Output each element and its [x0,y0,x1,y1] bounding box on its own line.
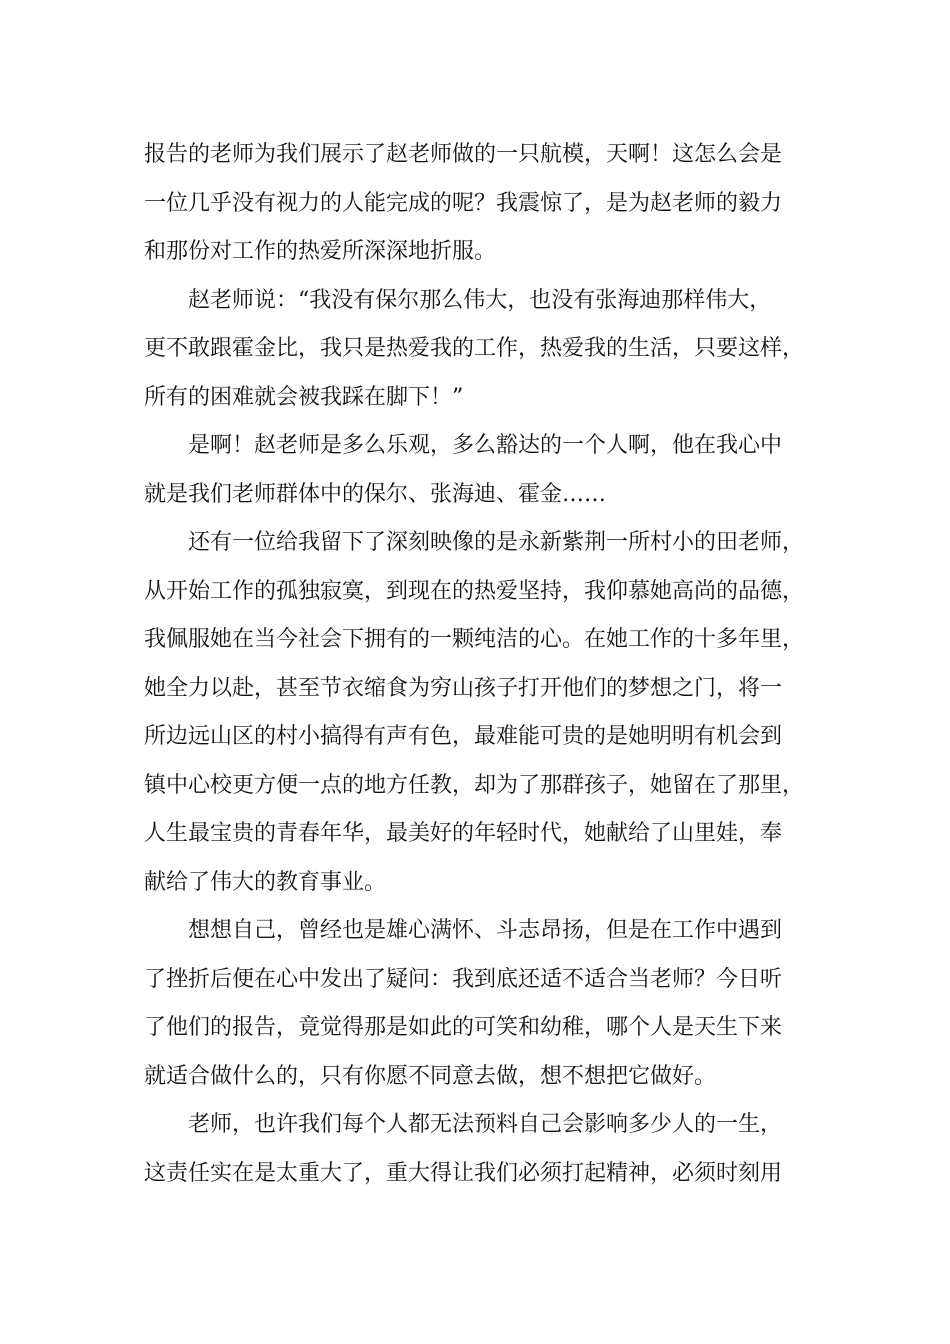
text-line: 我佩服她在当今社会下拥有的一颗纯洁的心。在她工作的十多年里， [144,627,805,652]
paragraph-5 [144,907,818,1101]
paragraph-6 [144,1101,818,1198]
text-line: 和那份对工作的热爱所深深地折服。 [144,239,497,264]
text-line: 献给了伟大的教育事业。 [144,869,387,895]
text-line: 还有一位给我留下了深刻映像的是永新紫荆一所村小的田老师， [188,530,805,555]
paragraph-3 [144,422,818,519]
text-line: 人生最宝贵的青春年华，最美好的年轻时代，她献给了山里娃，奉 [144,821,783,846]
text-line: 就适合做什么的，只有你愿不同意去做，想不想把它做好。 [144,1063,717,1089]
text-line: 这责任实在是太重大了，重大得让我们必须打起精神，必须时刻用 [144,1160,783,1186]
paragraph-2 [144,277,818,423]
text-line: 了他们的报告，竟觉得那是如此的可笑和幼稚，哪个人是天生下来 [144,1015,783,1040]
text-line: 老师，也许我们每个人都无法预料自己会影响多少人的一生， [188,1112,783,1137]
text-line: 报告的老师为我们展示了赵老师做的一只航模，天啊！这怎么会是 [144,142,783,167]
text-line: 所有的困难就会被我踩在脚下！” [144,384,464,410]
text-line: 想想自己，曾经也是雄心满怀、斗志昂扬，但是在工作中遇到 [188,918,783,943]
paragraph-1 [144,131,818,277]
text-line: 从开始工作的孤独寂寞，到现在的热爱坚持，我仰慕她高尚的品德， [144,578,805,604]
text-line: 赵老师说：“我没有保尔那么伟大，也没有张海迪那样伟大， [188,287,772,313]
text-line: 更不敢跟霍金比，我只是热爱我的工作，热爱我的生活，只要这样， [144,336,805,361]
text-line: 是啊！赵老师是多么乐观，多么豁达的一个人啊，他在我心中 [188,433,783,458]
text-line: 所边远山区的村小搞得有声有色，最难能可贵的是她明明有机会到 [144,724,783,749]
text-line: 一位几乎没有视力的人能完成的呢？我震惊了，是为赵老师的毅力 [144,190,783,216]
text-line: 了挫折后便在心中发出了疑问：我到底还适不适合当老师？今日听 [144,966,783,992]
text-line: 她全力以赴，甚至节衣缩食为穷山孩子打开他们的梦想之门，将一 [144,675,783,701]
paragraph-4 [144,519,818,907]
document-body [144,131,818,1198]
text-line: 就是我们老师群体中的保尔、张海迪、霍金…… [144,481,607,507]
text-line: 镇中心校更方便一点的地方任教，却为了那群孩子，她留在了那里， [144,772,805,798]
